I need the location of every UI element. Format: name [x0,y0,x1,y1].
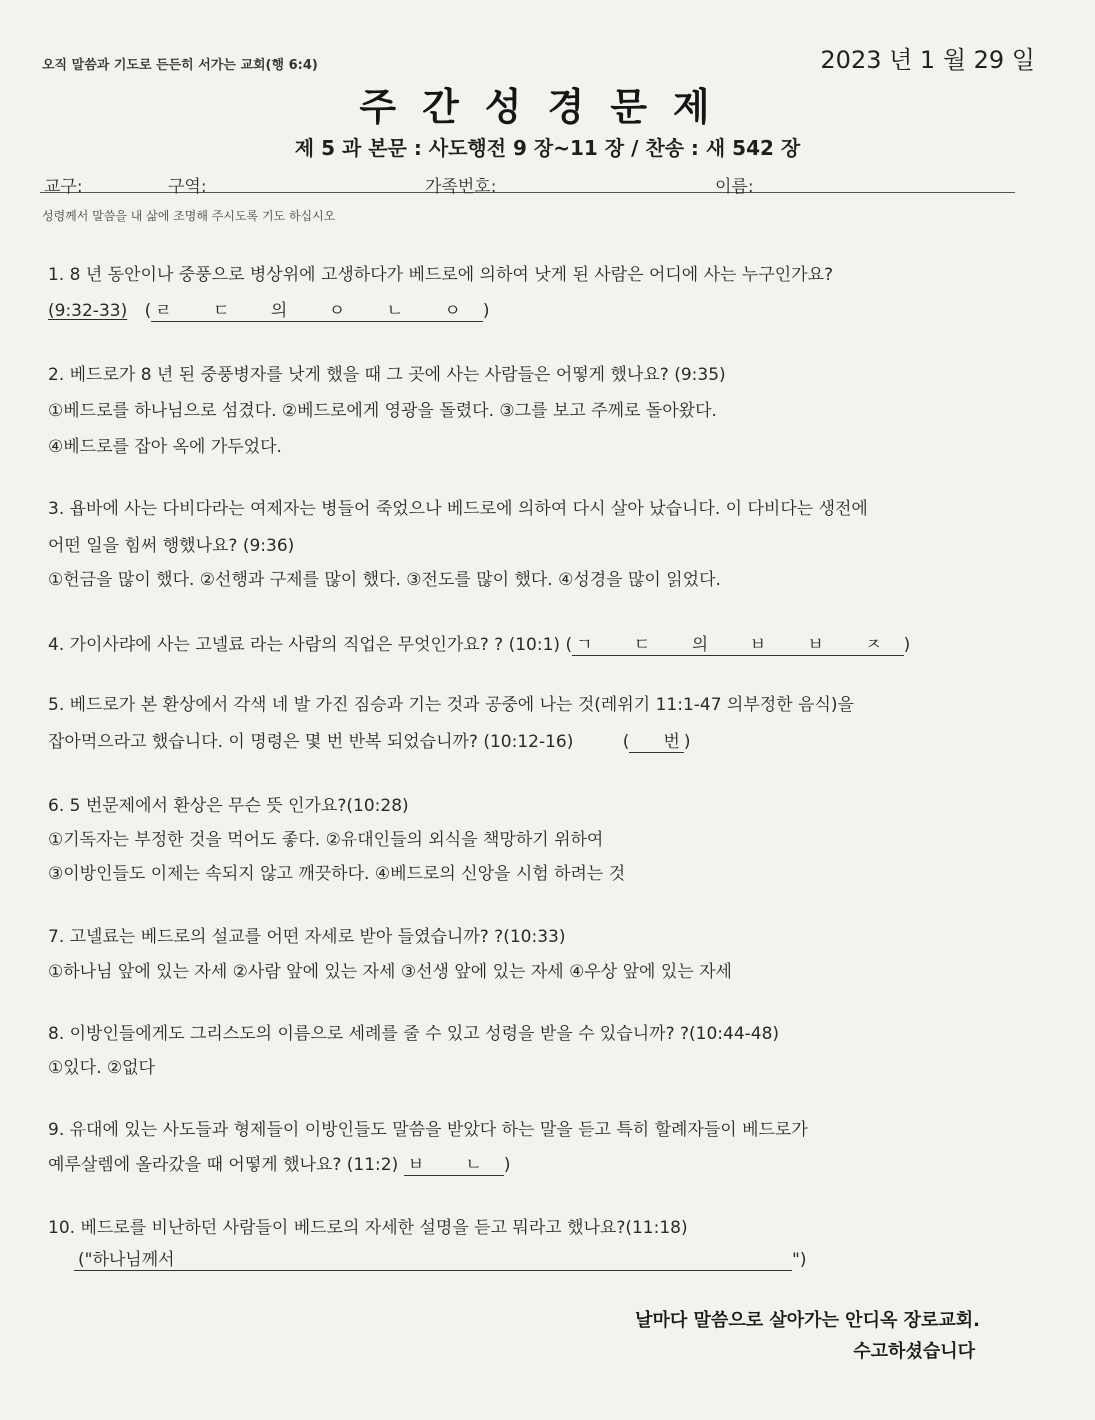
question-9-hint: ㅂ ㄴ [404,1150,504,1176]
question-5-text-2: 잡아먹으라고 했습니다. 이 명령은 몇 번 반복 되었습니까? (10:12-16) [48,732,574,752]
question-10-answer-line [74,1245,806,1271]
question-1-answer-line: (9:32-33) ( ㄹ ㄷ 의 ㅇ ㄴ ㅇ ) [48,296,489,322]
question-2-options-b: ④베드로를 잡아 옥에 가두었다. [48,437,282,457]
question-4-line: 4. 가이사랴에 사는 고넬료 라는 사람의 직업은 무엇인가요? ? (10:1) ( ㄱ ㄷ 의 ㅂ ㅂ ㅈ ) [48,630,910,656]
question-9-text-2: 예루살렘에 올라갔을 때 어떻게 했나요? (11:2) [48,1155,399,1175]
question-1-hint: ㄹ ㄷ 의 ㅇ ㄴ ㅇ [151,296,483,322]
question-10-answer-open: ("하나님께서 [74,1245,792,1271]
question-2-text: 2. 베드로가 8 년 된 중풍병자를 낫게 했을 때 그 곳에 사는 사람들은 어떻게 했나요? (9:35) [48,365,726,385]
question-2-options-a: ①베드로를 하나님으로 섬겼다. ②베드로에게 영광을 돌렸다. ③그를 보고 주께로 돌아왔다. [48,401,717,421]
question-8-text: 8. 이방인들에게도 그리스도의 이름으로 세례를 줄 수 있고 성령을 받을 수 있습니까? ?(10:44-48) [48,1024,780,1044]
question-1-text: 1. 8 년 동안이나 중풍으로 병상위에 고생하다가 베드로에 의하여 낫게 된 사람은 어디에 사는 누구인가요? [48,265,834,285]
question-5-line-2: 잡아먹으라고 했습니다. 이 명령은 몇 번 반복 되었습니까? (10:12-16) ( 번 ) [48,727,691,753]
question-6-options-b: ③이방인들도 이제는 속되지 않고 깨끗하다. ④베드로의 신앙을 시험 하려는 것 [48,864,626,884]
question-6-text: 6. 5 번문제에서 환상은 무슨 뜻 인가요?(10:28) [48,796,409,816]
prayer-note: 성령께서 말씀을 내 삶에 조명해 주시도록 기도 하십시오 [42,209,336,223]
church-motto: 오직 말씀과 기도로 든든히 서가는 교회(행 6:4) [42,58,318,73]
page-title: 주간성경문제 [359,85,736,129]
question-3-options: ①헌금을 많이 했다. ②선행과 구제를 많이 했다. ③전도를 많이 했다. ④성경을 많이 읽었다. [48,570,721,590]
closing-line-1: 날마다 말씀으로 살아가는 안디옥 장로교회. [635,1310,980,1331]
question-7-text: 7. 고넬료는 베드로의 설교를 어떤 자세로 받아 들였습니까? ?(10:33) [48,927,566,947]
question-4-text: 4. 가이사랴에 사는 고넬료 라는 사람의 직업은 무엇인가요? ? (10:1) [48,635,561,655]
question-3-text: 3. 욥바에 사는 다비다라는 여제자는 병들어 죽었으나 베드로에 의하여 다시 살아 났습니다. 이 다비다는 생전에 [48,499,868,519]
question-8-options: ①있다. ②없다 [48,1058,155,1078]
question-9-text: 9. 유대에 있는 사도들과 형제들이 이방인들도 말씀을 받았다 하는 말을 듣고 특히 할례자들이 베드로가 [48,1120,808,1140]
closing-line-2: 수고하셨습니다 [853,1341,975,1362]
lesson-info: 제 5 과 본문 : 사도행전 9 장~11 장 / 찬송 : 새 542 장 [294,136,801,160]
info-line [40,172,1015,197]
question-7-options: ①하나님 앞에 있는 자세 ②사람 앞에 있는 자세 ③선생 앞에 있는 자세 ④우상 앞에 있는 자세 [48,962,732,982]
name-label: 이름: [715,177,754,197]
family-number-label: 가족번호: [425,177,497,197]
question-10-text: 10. 베드로를 비난하던 사람들이 베드로의 자세한 설명을 듣고 뭐라고 했나요?(11:18) [48,1218,688,1238]
question-10-answer-close: ") [792,1250,807,1270]
question-1-ref: (9:32-33) [48,301,128,321]
question-5-answer-blank: 번 [629,727,683,753]
question-9-line-2: 예루살렘에 올라갔을 때 어떻게 했나요? (11:2) ㅂ ㄴ ) [48,1150,511,1176]
question-4-hint: ㄱ ㄷ 의 ㅂ ㅂ ㅈ [572,630,904,656]
zone-label: 구역: [168,177,207,197]
worksheet-date: 2023 년 1 월 29 일 [820,46,1035,74]
question-3-text-2: 어떤 일을 힘써 행했나요? (9:36) [48,536,295,556]
question-6-options-a: ①기독자는 부정한 것을 먹어도 좋다. ②유대인들의 외식을 책망하기 위하여 [48,830,604,850]
district-label: 교구: [44,177,83,197]
question-5-text: 5. 베드로가 본 환상에서 각색 네 발 가진 짐승과 기는 것과 공중에 나는 것(레위기 11:1-47 의부정한 음식)을 [48,695,854,715]
